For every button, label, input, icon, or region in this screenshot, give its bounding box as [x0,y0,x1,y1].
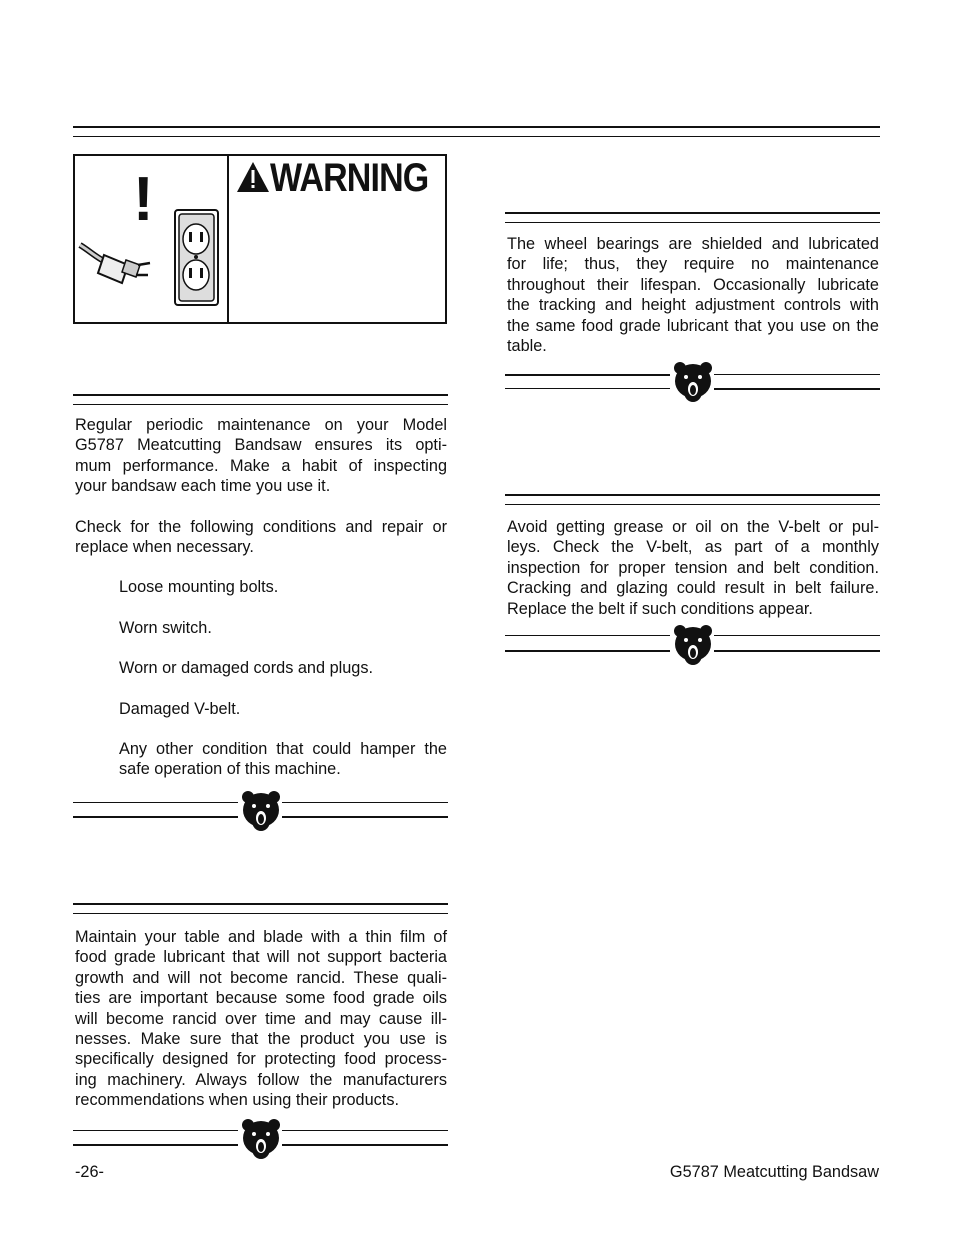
bearings-rule [505,212,880,214]
divider-line [714,388,880,390]
divider-line [73,1144,238,1146]
checklist-item: Loose mounting bolts. [119,578,279,596]
divider-line [505,374,670,376]
divider-line [505,650,670,652]
bearings-rule-thin [505,222,880,223]
divider-line [714,650,880,652]
checklist-item: Worn or damaged cords and plugs. [119,659,374,677]
divider-line [282,1144,448,1146]
top-rule-thin [73,136,880,137]
warning-box-divider [227,154,229,324]
check-paragraph: Check for the following conditions and repair or replace when necessary. [75,518,447,557]
warning-title: WARNING [270,156,429,200]
exclamation-mark: ! [133,165,154,234]
checklist-item: Any other condition that could hamper the safe operation of this machine. [119,740,447,779]
vbelt-paragraph: Avoid getting grease or oil on the V-belt or pul- leys. Check the V-belt, as part of a monthly inspection for proper tension and belt condition. Cracking and glazing could result in belt failure. Replace the belt if such conditions appear. [507,518,879,618]
bear-logo-icon [240,1118,282,1160]
divider-line [282,1130,448,1131]
top-rule [73,126,880,128]
maintenance-rule-thin [73,404,448,405]
footer-product-name: G5787 Meatcutting Bandsaw [669,1163,879,1181]
divider-line [282,802,448,803]
divider-line [73,802,238,803]
checklist-item: Damaged V-belt. [119,700,241,718]
bearings-paragraph: The wheel bearings are shielded and lubricated for life; thus, they require no maintenance throughout their lifespan. Occasionally lubricate the tracking and height adjustment controls with the same food grade lubricant that you use on the table. [507,235,879,356]
lubrication-rule-thin [73,913,448,914]
warning-triangle-icon [235,160,271,194]
page-number: -26- [75,1163,104,1181]
divider-line [714,374,880,375]
divider-line [714,635,880,636]
divider-line [73,1130,238,1131]
lubrication-rule [73,903,448,905]
bear-logo-icon [672,624,714,666]
divider-line [73,816,238,818]
vbelt-rule [505,494,880,496]
lubrication-paragraph: Maintain your table and blade with a thin film of food grade lubricant that will not support bacteria growth and will not become rancid. These quali- ties are important because some food grade oils will become rancid over time and may cause ill- nesses. Make sure that the product you use is specifically designed for protecting food process- ing machinery. Always follow the manufacturers recommendations when using their products. [75,928,447,1110]
bear-logo-icon [672,361,714,403]
divider-line [505,635,670,636]
plug-and-outlet-icon [78,205,223,315]
vbelt-rule-thin [505,504,880,505]
divider-line [282,816,448,818]
maintenance-paragraph: Regular periodic maintenance on your Model G5787 Meatcutting Bandsaw ensures its opti- mum performance. Make a habit of inspecting your bandsaw each time you use it. [75,416,447,496]
checklist-item: Worn switch. [119,619,212,637]
bear-logo-icon [240,790,282,832]
divider-line [505,388,670,389]
maintenance-rule [73,394,448,396]
